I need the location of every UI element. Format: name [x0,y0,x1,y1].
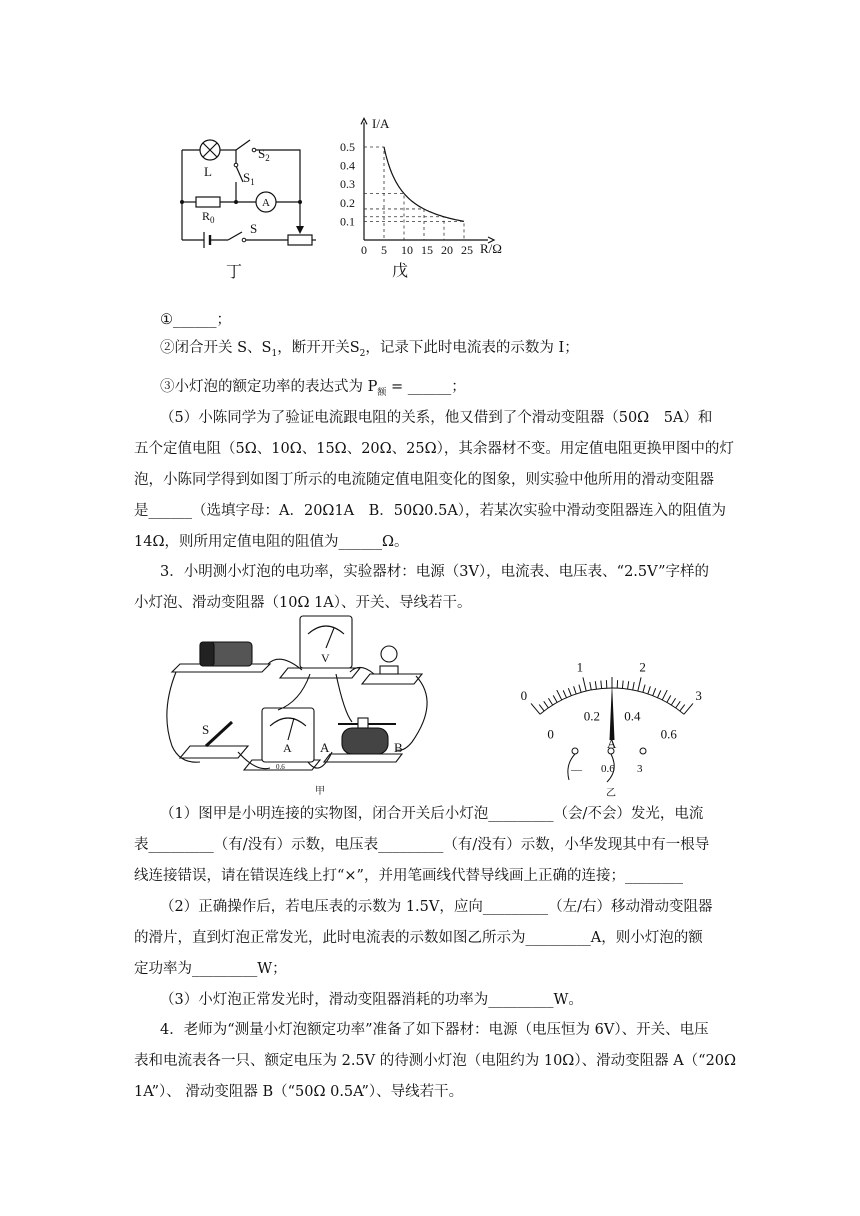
rheostat-slider-arrow [296,226,304,234]
q5-line-5: 14Ω，则所用定值电阻的阻值为______Ω。 [134,534,409,550]
dial-tick [601,681,602,689]
dial-tick [595,681,596,689]
caption-wu: 戊 [392,263,409,280]
dial-tick [539,705,544,711]
y-axis-label: I/A [372,116,390,131]
label-S2: $S_2$ [258,146,270,163]
dial-tick [633,682,634,690]
dial-label-top: 3 [695,687,702,703]
q3-line-1: 3．小明测小灯泡的电功率，实验器材：电源（3V），电流表、电压表、“2.5V”字样的 [160,564,710,580]
y-tick-label: 0.3 [340,177,355,192]
ammeter-needle [610,682,615,740]
y-tick-label: 0.2 [340,195,355,210]
dial-tick [590,682,591,690]
dial-tick [628,681,629,689]
x-tick-label: 15 [421,243,433,257]
x-tick-label: 0 [361,243,367,257]
dial-tick [583,677,586,691]
dial-tick [557,690,562,700]
label-ammeter-A: A [283,741,292,755]
q3-part-1-line-1: （1）图甲是小明连接的实物图，闭合开关后小灯泡_________（会/不会）发光，电流 [160,806,704,822]
ammeter-dial-yi [495,630,730,800]
graph-wu [334,108,524,283]
dial-tick [680,705,685,711]
rheostat-symbol [288,235,312,245]
q3-part-1-line-2: 表_________（有/没有）示数，电压表_________（有/没有）示数，小华发现其中有一根导 [134,837,710,853]
dial-tick [667,695,671,702]
q3-part-2-line-1: （2）正确操作后，若电压表的示数为 1.5V，应向_________（左/右）移动滑动变阻器 [160,899,713,915]
q4-line-1: 4．老师为“测量小灯泡额定功率”准备了如下器材：电源（电压恒为 6V）、开关、电压 [160,1022,709,1038]
step-2: ②闭合开关 S、$S_1$，断开开关$S_2$，记录下此时电流表的示数为 I； [160,340,579,359]
dial-tick [638,677,641,691]
dial-label-bottom: 0.2 [583,708,600,724]
label-voltmeter-V: V [321,651,330,665]
dial-tick [622,681,623,689]
dial-tick [531,703,540,714]
x-tick-label: 5 [381,243,387,257]
dial-label-top: 1 [576,659,584,675]
switch-base [180,746,248,758]
terminal-negative: — [571,764,582,776]
x-axis-label: R/Ω [480,241,502,256]
dial-tick [553,695,557,702]
label-ammeter-A: A [262,197,270,209]
caption-jia: 甲 [315,786,325,797]
q5-line-3: 泡，小陈同学得到如图丁所示的电流随定值电阻变化的图象，则实验中他所用的滑动变阻器 [134,472,714,488]
dial-label-bottom: 0.4 [624,708,641,724]
dial-label-bottom: 0 [547,726,554,742]
q3-part-3: （3）小灯泡正常发光时，滑动变阻器消耗的功率为_________W。 [160,992,583,1008]
label-terminal-0.6: 0.6 [276,763,285,771]
dial-tick [579,685,581,693]
dial-tick [648,686,651,694]
dial-tick [684,703,693,714]
terminal-3: 3 [637,763,643,775]
y-tick-label: 0.1 [340,214,355,229]
label-S1: $S_1$ [243,170,255,187]
bulb [381,646,397,662]
label-rheostat-B: B [394,740,403,755]
q3-part-1-line-3: 线连接错误，请在错误连线上打“×”，并用笔画线代替导线画上正确的连接；________ [134,868,683,884]
x-tick-label: 20 [441,243,453,257]
dial-tick [643,685,645,693]
step-3: ③小灯泡的额定功率的表达式为 $P_额$ = ______； [160,379,466,398]
dial-tick [676,701,681,708]
dial-tick [653,688,656,695]
label-S: S [250,221,258,236]
rheostat-coil [342,728,388,754]
x-tick-label: 10 [401,243,413,257]
q5-line-1: （5）小陈同学为了验证电流跟电阻的关系，他又借到了个滑动变阻器（50Ω 5A）和 [160,410,713,426]
terminal-0.6: 0.6 [601,763,615,775]
dial-tick [563,690,566,697]
rheostat-base [324,754,402,762]
y-tick-label: 0.5 [340,140,355,154]
dial-unit-A: A [607,736,617,751]
dial-label-bottom: 0.6 [660,726,677,742]
dial-tick [662,690,667,700]
circuit-diagram-ding [170,120,330,285]
q3-part-2-line-3: 定功率为_________W； [134,961,287,977]
caption-ding: 丁 [226,264,243,281]
dial-tick [568,688,571,695]
q4-line-2: 表和电流表各一只、额定电压为 2.5V 的待测小灯泡（电阻约为 10Ω）、滑动变阻器 A（“20Ω [134,1053,737,1069]
dial-label-top: 2 [639,659,646,675]
q5-line-4: 是______（选填字母：A．20Ω1A B．50Ω0.5A），若某次实验中滑动变阻器连入的阻值为 [134,503,727,519]
resistor-r0 [196,197,220,207]
dial-label-top: 0 [520,687,528,703]
dial-tick [544,701,549,708]
label-R0: $R_0$ [202,209,215,225]
q5-line-2: 五个定值电阻（5Ω、10Ω、15Ω、20Ω、25Ω），其余器材不变。用定值电阻更换甲图中的灯 [134,441,734,457]
dial-tick [658,690,661,697]
q3-part-2-line-2: 的滑片，直到灯泡正常发光，此时电流表的示数如图乙所示为_________A，则小灯泡的额 [134,930,703,946]
y-tick-label: 0.4 [340,158,355,173]
label-switch-S: S [202,722,210,737]
label-rheostat-A: A [320,740,330,755]
q3-line-2: 小灯泡、滑动变阻器（10Ω 1A）、开关、导线若干。 [134,595,472,611]
guide-line [364,209,424,240]
caption-yi: 乙 [606,788,616,799]
dial-tick [574,686,577,694]
step-1: ①______； [160,312,231,328]
guide-line [364,221,464,240]
label-L: L [204,164,212,179]
x-tick-label: 25 [461,243,473,257]
bulb-base [362,674,422,684]
physical-circuit-jia [160,612,445,797]
voltmeter-base [280,668,360,678]
dial-tick [671,698,675,705]
q4-line-3: 1A”）、 滑动变阻器 B（“50Ω 0.5A”）、导线若干。 [134,1084,464,1100]
dial-tick [548,698,552,705]
